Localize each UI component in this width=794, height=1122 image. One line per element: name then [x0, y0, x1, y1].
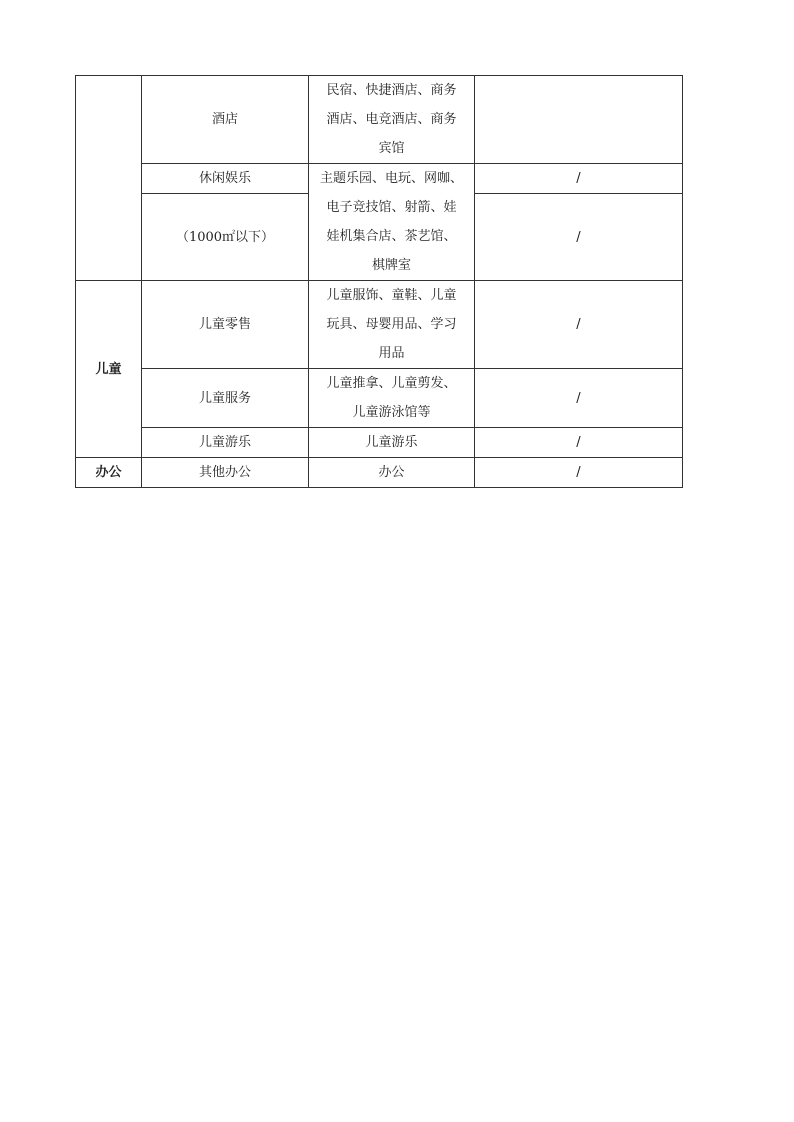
- remark-text: /: [576, 390, 581, 406]
- remark-text: /: [576, 435, 581, 450]
- table-row: [76, 458, 683, 488]
- description-line: 儿童推拿、儿童剪发、: [326, 376, 457, 391]
- remark-text: /: [576, 317, 581, 332]
- subcategory-label: 儿童服务: [198, 390, 251, 406]
- remark-text: /: [576, 171, 581, 187]
- description-line: 玩具、母婴用品、学习: [326, 317, 457, 332]
- table-row: [76, 76, 683, 164]
- remark-cell: [475, 369, 683, 428]
- description-line: 民宿、快捷酒店、商务: [326, 83, 457, 98]
- description-line: 儿童游乐: [365, 435, 418, 450]
- subcategory-label: 酒店: [211, 112, 238, 127]
- table-row: [76, 281, 683, 369]
- description-line: 宾馆: [378, 141, 405, 156]
- table-row: [76, 428, 683, 458]
- description-cell: [309, 76, 475, 164]
- description-cell: [309, 458, 475, 488]
- category-label: 办公: [95, 465, 122, 480]
- subcategory-cell: [142, 458, 309, 488]
- description-line: 电子竞技馆、射箭、娃: [326, 200, 457, 215]
- description-line: 用品: [378, 346, 405, 361]
- description-line: 儿童服饰、童鞋、儿童: [326, 288, 457, 303]
- table-row: [76, 369, 683, 428]
- description-cell: [309, 428, 475, 458]
- description-line: 办公: [378, 465, 405, 480]
- description-line: 棋牌室: [371, 258, 411, 273]
- category-cell-empty: [76, 76, 142, 281]
- remark-cell: [475, 281, 683, 369]
- category-table: [75, 75, 683, 488]
- remark-cell: [475, 428, 683, 458]
- subcategory-cell: [142, 281, 309, 369]
- description-cell: [309, 369, 475, 428]
- subcategory-note-cell: [142, 194, 309, 281]
- subcategory-cell: [142, 164, 309, 194]
- description-line: 儿童游泳馆等: [352, 405, 431, 420]
- remark-cell: [475, 164, 683, 194]
- category-cell: [76, 281, 142, 458]
- category-cell: [76, 458, 142, 488]
- description-line: 主题乐园、电玩、网咖、: [319, 171, 463, 186]
- remark-cell: [475, 194, 683, 281]
- subcategory-cell: [142, 76, 309, 164]
- category-label: 儿童: [95, 361, 122, 377]
- remark-cell: [475, 76, 683, 164]
- table-row: [76, 164, 683, 194]
- description-cell: [309, 164, 475, 281]
- subcategory-note: （1000㎡以下）: [175, 229, 275, 245]
- remark-text: /: [576, 229, 581, 245]
- subcategory-cell: [142, 369, 309, 428]
- description-line: 酒店、电竞酒店、商务: [326, 112, 457, 127]
- subcategory-label: 儿童零售: [198, 317, 251, 332]
- subcategory-cell: [142, 428, 309, 458]
- description-line: 娃机集合店、茶艺馆、: [326, 229, 457, 244]
- description-cell: [309, 281, 475, 369]
- subcategory-label: 休闲娱乐: [198, 171, 251, 187]
- subcategory-label: 其他办公: [198, 465, 251, 480]
- subcategory-label: 儿童游乐: [198, 435, 251, 450]
- remark-text: /: [576, 465, 581, 480]
- remark-cell: [475, 458, 683, 488]
